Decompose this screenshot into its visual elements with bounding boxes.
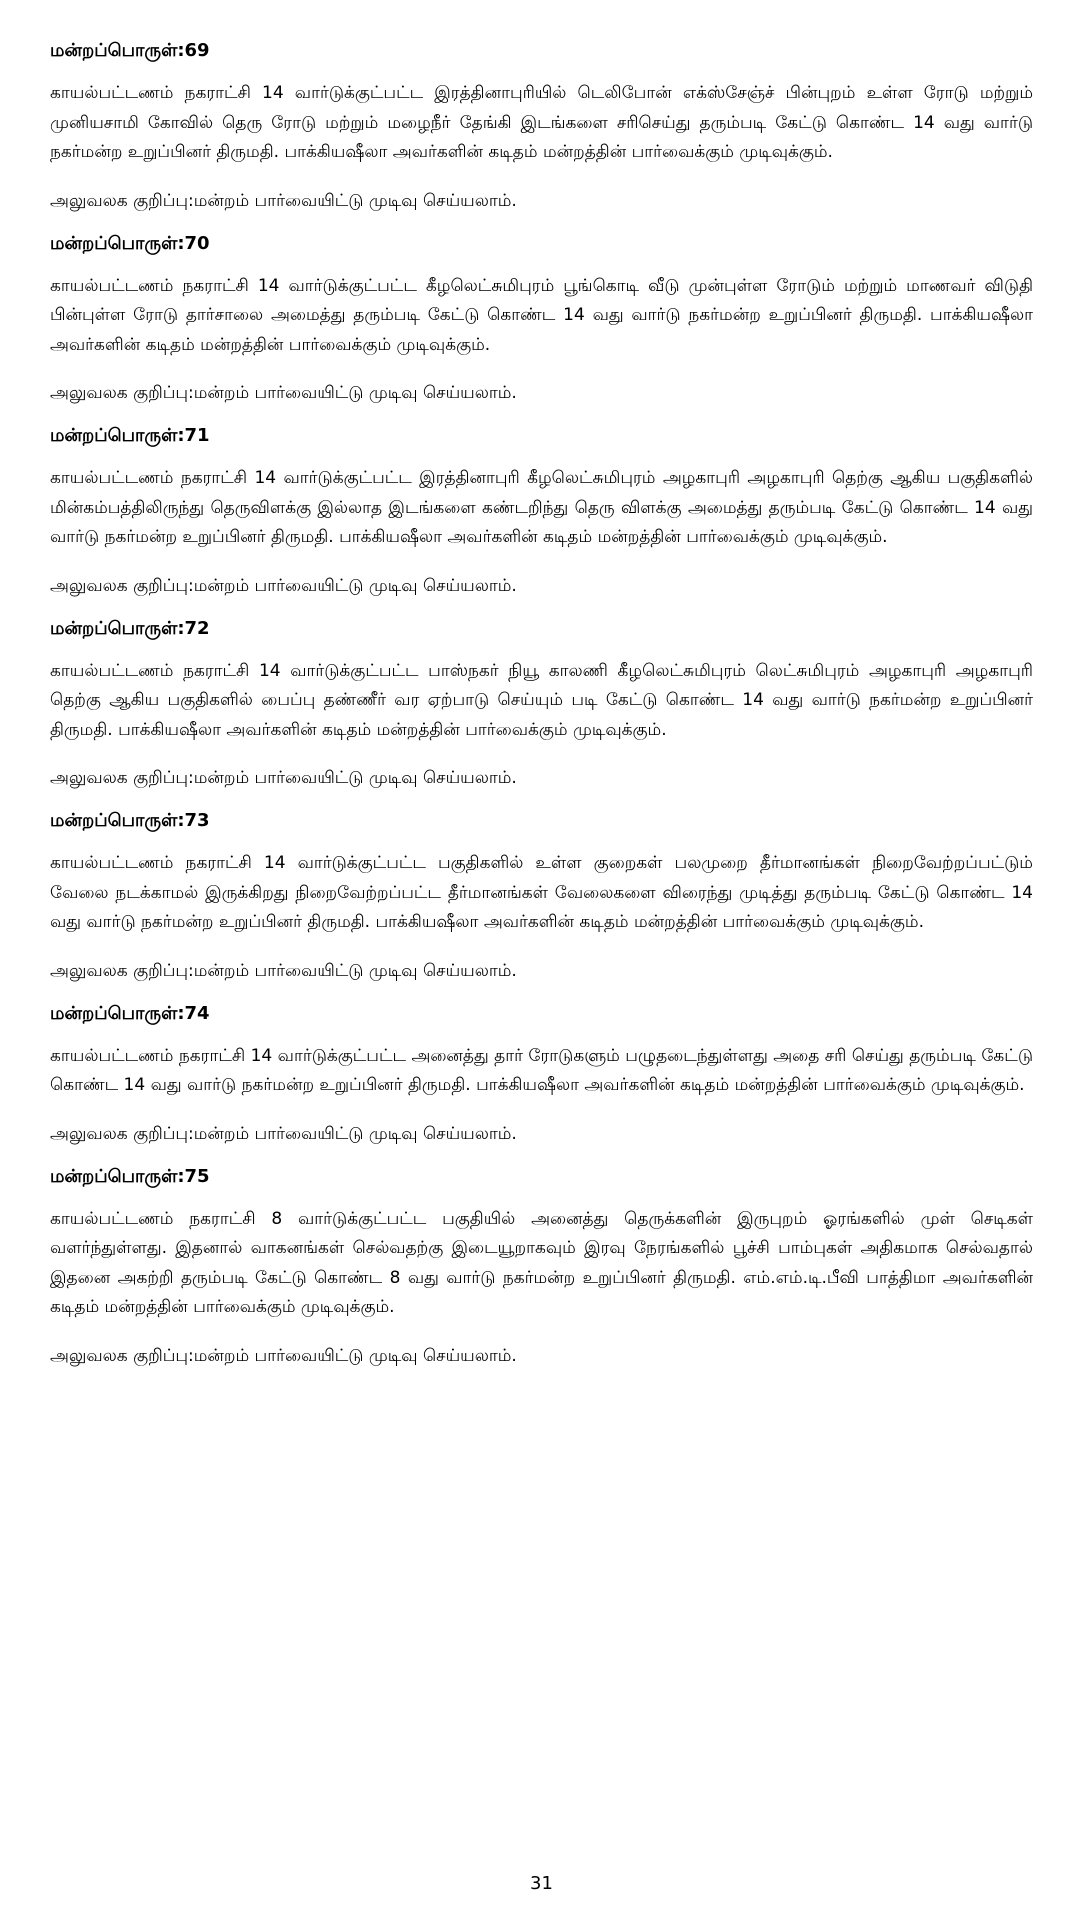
agenda-item-title: மன்றப்பொருள்:71	[50, 425, 210, 446]
agenda-item-title: மன்றப்பொருள்:72	[50, 617, 210, 639]
office-note: அலுவலக குறிப்பு:மன்றம் பார்வையிட்டு முடிவு செய்யலாம்.	[50, 1123, 517, 1144]
agenda-item-body: காயல்பட்டணம் நகராட்சி 14 வார்டுக்குட்பட்ட இரத்தினாபுரி கீழலெட்சுமிபுரம் அழகாபுரி அழகாபுரி தெற்கு ஆகிய பகுதிகளில் மின்கம்பத்திலிருந்து தெருவிளக்கு இல்லாத இடங்களை கண்டறிந்து தெரு விளக்கு அமைத்து தரும்படி கேட்டு கொண்ட 14 வது வார்டு நகர்மன்ற உறுப்பினர் திருமதி. பாக்கியஷீலா அவர்களின் கடிதம் மன்றத்தின் பார்வைக்கும் முடிவுக்கும்.	[50, 468, 1033, 547]
office-note: அலுவலக குறிப்பு:மன்றம் பார்வையிட்டு முடிவு செய்யலாம்.	[50, 768, 517, 788]
office-note: அலுவலக குறிப்பு:மன்றம் பார்வையிட்டு முடிவு செய்யலாம்.	[50, 190, 517, 211]
agenda-item-title: மன்றப்பொருள்:75	[50, 1165, 210, 1187]
agenda-item-body: காயல்பட்டணம் நகராட்சி 14 வார்டுக்குட்பட்ட அனைத்து தார் ரோடுகளும் பழுதடைந்துள்ளது அதை சரி செய்து தரும்படி கேட்டு கொண்ட 14 வது வார்டு நகர்மன்ற உறுப்பினர் திருமதி. பாக்கியஷீலா அவர்களின் கடிதம் மன்றத்தின் பார்வைக்கும் முடிவுக்கும்.	[50, 1045, 1033, 1095]
agenda-item-body: காயல்பட்டணம் நகராட்சி 14 வார்டுக்குட்பட்ட இரத்தினாபுரியில் டெலிபோன் எக்ஸ்சேஞ்ச் பின்புறம் உள்ள ரோடு மற்றும் முனியசாமி கோவில் தெரு ரோடு மற்றும் மழைநீர் தேங்கி இடங்களை சரிசெய்து தரும்படி கேட்டு கொண்ட 14 வது வார்டு நகர்மன்ற உறுப்பினர் திருமதி. பாக்கியஷீலா அவர்களின் கடிதம் மன்றத்தின் பார்வைக்கும் முடிவுக்கும்.	[50, 83, 1033, 162]
office-note: அலுவலக குறிப்பு:மன்றம் பார்வையிட்டு முடிவு செய்யலாம்.	[50, 960, 517, 981]
agenda-item-body: காயல்பட்டணம் நகராட்சி 14 வார்டுக்குட்பட்ட கீழலெட்சுமிபுரம் பூங்கொடி வீடு முன்புள்ள ரோடும் மற்றும் மாணவர் விடுதி பின்புள்ள ரோடு தார்சாலை அமைத்து தரும்படி கேட்டு கொண்ட 14 வது வார்டு நகர்மன்ற உறுப்பினர் திருமதி. பாக்கியஷீலா அவர்களின் கடிதம் மன்றத்தின் பார்வைக்கும் முடிவுக்கும்.	[50, 275, 1033, 355]
agenda-item-title: மன்றப்பொருள்:74	[50, 1002, 210, 1024]
page-number: 31	[530, 1873, 553, 1894]
agenda-item-title: மன்றப்பொருள்:69	[50, 40, 210, 61]
agenda-item-73	[50, 806, 1033, 986]
agenda-item-title: மன்றப்பொருள்:70	[50, 232, 210, 254]
office-note: அலுவலக குறிப்பு:மன்றம் பார்வையிட்டு முடிவு செய்யலாம்.	[50, 1345, 517, 1366]
agenda-item-body: காயல்பட்டணம் நகராட்சி 14 வார்டுக்குட்பட்ட பாஸ்நகர் நியூ காலணி கீழலெட்சுமிபுரம் லெட்சுமிபுரம் அழகாபுரி அழகாபுரி தெற்கு ஆகிய பகுதிகளில் பைப்பு தண்ணீர் வர ஏற்பாடு செய்யும் படி கேட்டு கொண்ட 14 வது வார்டு நகர்மன்ற உறுப்பினர் திருமதி. பாக்கியஷீலா அவர்களின் கடிதம் மன்றத்தின் பார்வைக்கும் முடிவுக்கும்.	[50, 660, 1033, 740]
office-note: அலுவலக குறிப்பு:மன்றம் பார்வையிட்டு முடிவு செய்யலாம்.	[50, 575, 517, 596]
agenda-item-title: மன்றப்பொருள்:73	[50, 810, 210, 831]
agenda-item-72	[50, 614, 1033, 794]
agenda-item-body: காயல்பட்டணம் நகராட்சி 8 வார்டுக்குட்பட்ட பகுதியில் அனைத்து தெருக்களின் இருபுறம் ஓரங்களில் முள் செடிகள் வளர்ந்துள்ளது. இதனால் வாகனங்கள் செல்வதற்கு இடையூறாகவும் இரவு நேரங்களில் பூச்சி பாம்புகள் அதிகமாக செல்வதால் இதனை அகற்றி தரும்படி கேட்டு கொண்ட 8 வது வார்டு நகர்மன்ற உறுப்பினர் திருமதி. எம்.எம்.டி.பீவி பாத்திமா அவர்களின் கடிதம் மன்றத்தின் பார்வைக்கும் முடிவுக்கும்.	[50, 1208, 1033, 1317]
agenda-item-70	[50, 229, 1033, 409]
agenda-item-71	[50, 421, 1033, 601]
agenda-item-body: காயல்பட்டணம் நகராட்சி 14 வார்டுக்குட்பட்ட பகுதிகளில் உள்ள குறைகள் பலமுறை தீர்மானங்கள் நிறைவேற்றப்பட்டும் வேலை நடக்காமல் இருக்கிறது நிறைவேற்றப்பட்ட தீர்மானங்கள் வேலைகளை விரைந்து முடித்து தரும்படி கேட்டு கொண்ட 14 வது வார்டு நகர்மன்ற உறுப்பினர் திருமதி. பாக்கியஷீலா அவர்களின் கடிதம் மன்றத்தின் பார்வைக்கும் முடிவுக்கும்.	[50, 853, 1033, 932]
office-note: அலுவலக குறிப்பு:மன்றம் பார்வையிட்டு முடிவு செய்யலாம்.	[50, 383, 517, 403]
document-page	[50, 36, 1033, 1384]
agenda-item-69	[50, 36, 1033, 216]
agenda-item-75	[50, 1162, 1033, 1371]
agenda-item-74	[50, 999, 1033, 1149]
